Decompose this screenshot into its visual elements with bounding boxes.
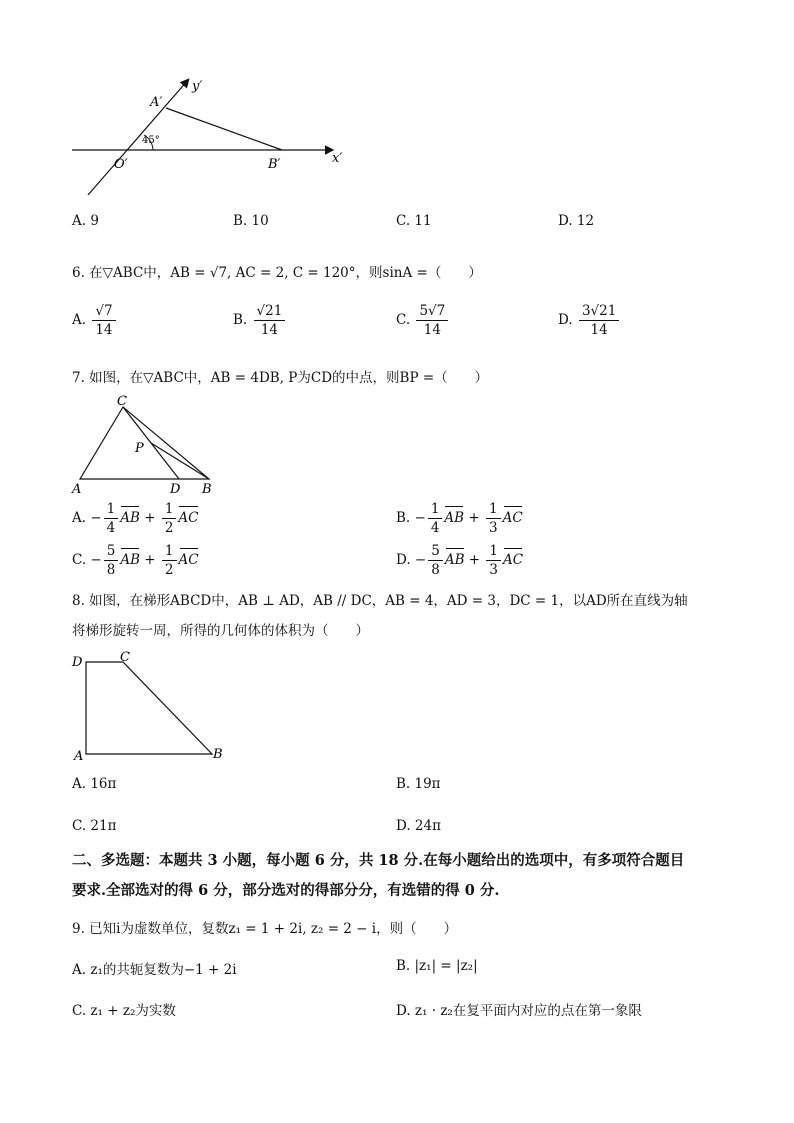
option-letter: C. — [396, 312, 411, 328]
q9-option-d[interactable]: D. z₁ · z₂在复平面内对应的点在第一象限 — [396, 1003, 642, 1019]
q6-option-c[interactable] — [396, 302, 450, 339]
fraction-numerator: 1 — [162, 542, 177, 561]
q8-option-a[interactable]: A. 16π — [72, 776, 117, 792]
q5-option-b[interactable]: B. 10 — [233, 213, 269, 229]
fraction-denominator: 14 — [423, 322, 441, 338]
fraction-numerator: 5√7 — [416, 302, 448, 321]
q6-option-d[interactable] — [558, 302, 621, 339]
q6-stem: 6. 在▽ABC中，AB = √7, AC = 2, C = 120°，则sinA =（ ） — [72, 265, 482, 281]
fraction-numerator: √21 — [254, 302, 286, 321]
q8-stem-line2: 将梯形旋转一周，所得的几何体的体积为（ ） — [72, 623, 369, 639]
section2-heading-line2: 要求.全部选对的得 6 分，部分选对的得部分分，有选错的得 0 分. — [72, 882, 500, 899]
y-axis-line — [88, 80, 188, 195]
fraction-numerator: 5 — [428, 542, 443, 561]
q8-option-c[interactable]: C. 21π — [72, 818, 117, 834]
option-letter: D. — [396, 552, 411, 568]
fraction — [416, 302, 448, 339]
q7-option-c[interactable]: C. − $\frac{5}{8}$ AB + $\frac{1}{2}$ AC — [72, 543, 199, 578]
vector: AB — [444, 552, 465, 568]
q6-option-a[interactable] — [72, 302, 118, 339]
q7-stem: 7. 如图，在▽ABC中，AB = 4DB, P为CD的中点，则BP =（ ） — [72, 370, 489, 386]
fraction — [162, 542, 177, 579]
option-letter: B. — [396, 510, 411, 526]
q7-option-d[interactable]: D. − $\frac{5}{8}$ AB + $\frac{1}{3}$ AC — [396, 543, 524, 578]
q6-option-b[interactable] — [233, 302, 287, 339]
segment-ab — [166, 108, 282, 150]
fraction-denominator: 2 — [164, 520, 174, 536]
vector: AC — [503, 552, 524, 568]
fraction-denominator: 14 — [260, 322, 278, 338]
segment-bp — [151, 443, 209, 479]
q5-option-d[interactable]: D. 12 — [558, 213, 595, 229]
fraction — [92, 302, 115, 339]
fraction-denominator: 8 — [431, 562, 440, 578]
q8-stem-line1: 8. 如图，在梯形ABCD中，AB ⊥ AD，AB // DC，AB = 4，AD = 3，DC = 1，以AD所在直线为轴 — [72, 593, 688, 609]
option-letter: A. — [72, 312, 87, 328]
fraction — [254, 302, 286, 339]
q7-option-b[interactable]: B. − $\frac{1}{4}$ AB + $\frac{1}{3}$ AC — [396, 501, 523, 536]
fraction-numerator: 1 — [486, 500, 501, 519]
q9-stem: 9. 已知i为虚数单位，复数z₁ = 1 + 2i, z₂ = 2 − i，则（ ） — [72, 921, 458, 937]
option-letter: C. — [72, 552, 87, 568]
fraction — [104, 500, 119, 537]
fraction-denominator: 2 — [164, 562, 174, 578]
vector: AC — [178, 552, 199, 568]
q8-option-d[interactable]: D. 24π — [396, 818, 441, 834]
y-axis-label: y′ — [192, 79, 203, 94]
point-d-label: D — [170, 482, 181, 495]
point-c-label: C — [120, 650, 130, 665]
fraction — [428, 542, 443, 579]
trapezoid-abcd — [86, 662, 212, 754]
vector: AC — [178, 510, 199, 526]
fraction-numerator: √7 — [92, 302, 115, 321]
q9-option-b[interactable]: B. |z₁| = |z₂| — [396, 958, 478, 974]
point-c-label: C — [117, 394, 127, 409]
fraction-denominator: 3 — [489, 520, 498, 536]
option-letter: B. — [233, 312, 248, 328]
q5-option-c[interactable]: C. 11 — [396, 213, 432, 229]
fraction-numerator: 1 — [428, 500, 443, 519]
vector: AB — [444, 510, 465, 526]
q5-option-a[interactable]: A. 9 — [72, 213, 99, 229]
fraction-numerator: 3√21 — [579, 302, 619, 321]
q5-figure — [60, 70, 360, 210]
section2-heading-line1: 二、多选题：本题共 3 小题，每小题 6 分，共 18 分.在每小题给出的选项中，有多项符合题目 — [72, 852, 685, 869]
point-b-label: B′ — [268, 157, 281, 172]
q7-figure — [68, 393, 228, 495]
triangle-abc — [80, 407, 209, 479]
fraction-denominator: 4 — [430, 520, 440, 536]
point-b-label: B — [213, 747, 223, 762]
fraction-denominator: 8 — [106, 562, 116, 578]
fraction-numerator: 1 — [486, 542, 501, 561]
vector: AB — [120, 552, 141, 568]
fraction-denominator: 14 — [590, 322, 608, 338]
point-d-label: D — [72, 655, 83, 670]
q7-option-a[interactable]: A. − $\frac{1}{4}$ AB + $\frac{1}{2}$ AC — [72, 501, 199, 536]
x-axis-label: x′ — [332, 151, 343, 166]
vector: AC — [502, 510, 523, 526]
fraction-denominator: 3 — [489, 562, 499, 578]
option-letter: A. — [72, 510, 87, 526]
point-a-label: A′ — [150, 95, 163, 110]
fraction — [486, 542, 501, 579]
q9-option-a[interactable]: A. z₁的共轭复数为−1 + 2i — [72, 962, 237, 978]
option-letter: D. — [558, 312, 573, 328]
point-b-label: B — [202, 482, 212, 495]
point-a-label: A — [72, 482, 82, 495]
fraction — [486, 500, 501, 537]
fraction — [428, 500, 443, 537]
angle-label: 45° — [142, 135, 160, 146]
q9-option-c[interactable]: C. z₁ + z₂为实数 — [72, 1003, 176, 1019]
q8-option-b[interactable]: B. 19π — [396, 776, 441, 792]
point-o-label: O′ — [114, 157, 128, 172]
fraction-numerator: 1 — [162, 500, 177, 519]
fraction-denominator: 4 — [106, 520, 116, 536]
fraction — [579, 302, 619, 339]
q8-figure — [68, 648, 238, 766]
vector: AB — [120, 510, 140, 526]
fraction-numerator: 1 — [104, 500, 119, 519]
fraction-numerator: 5 — [104, 542, 119, 561]
point-a-label: A — [74, 749, 84, 764]
point-p-label: P — [135, 441, 144, 456]
fraction-denominator: 14 — [95, 322, 113, 338]
fraction — [104, 542, 119, 579]
fraction — [162, 500, 177, 537]
